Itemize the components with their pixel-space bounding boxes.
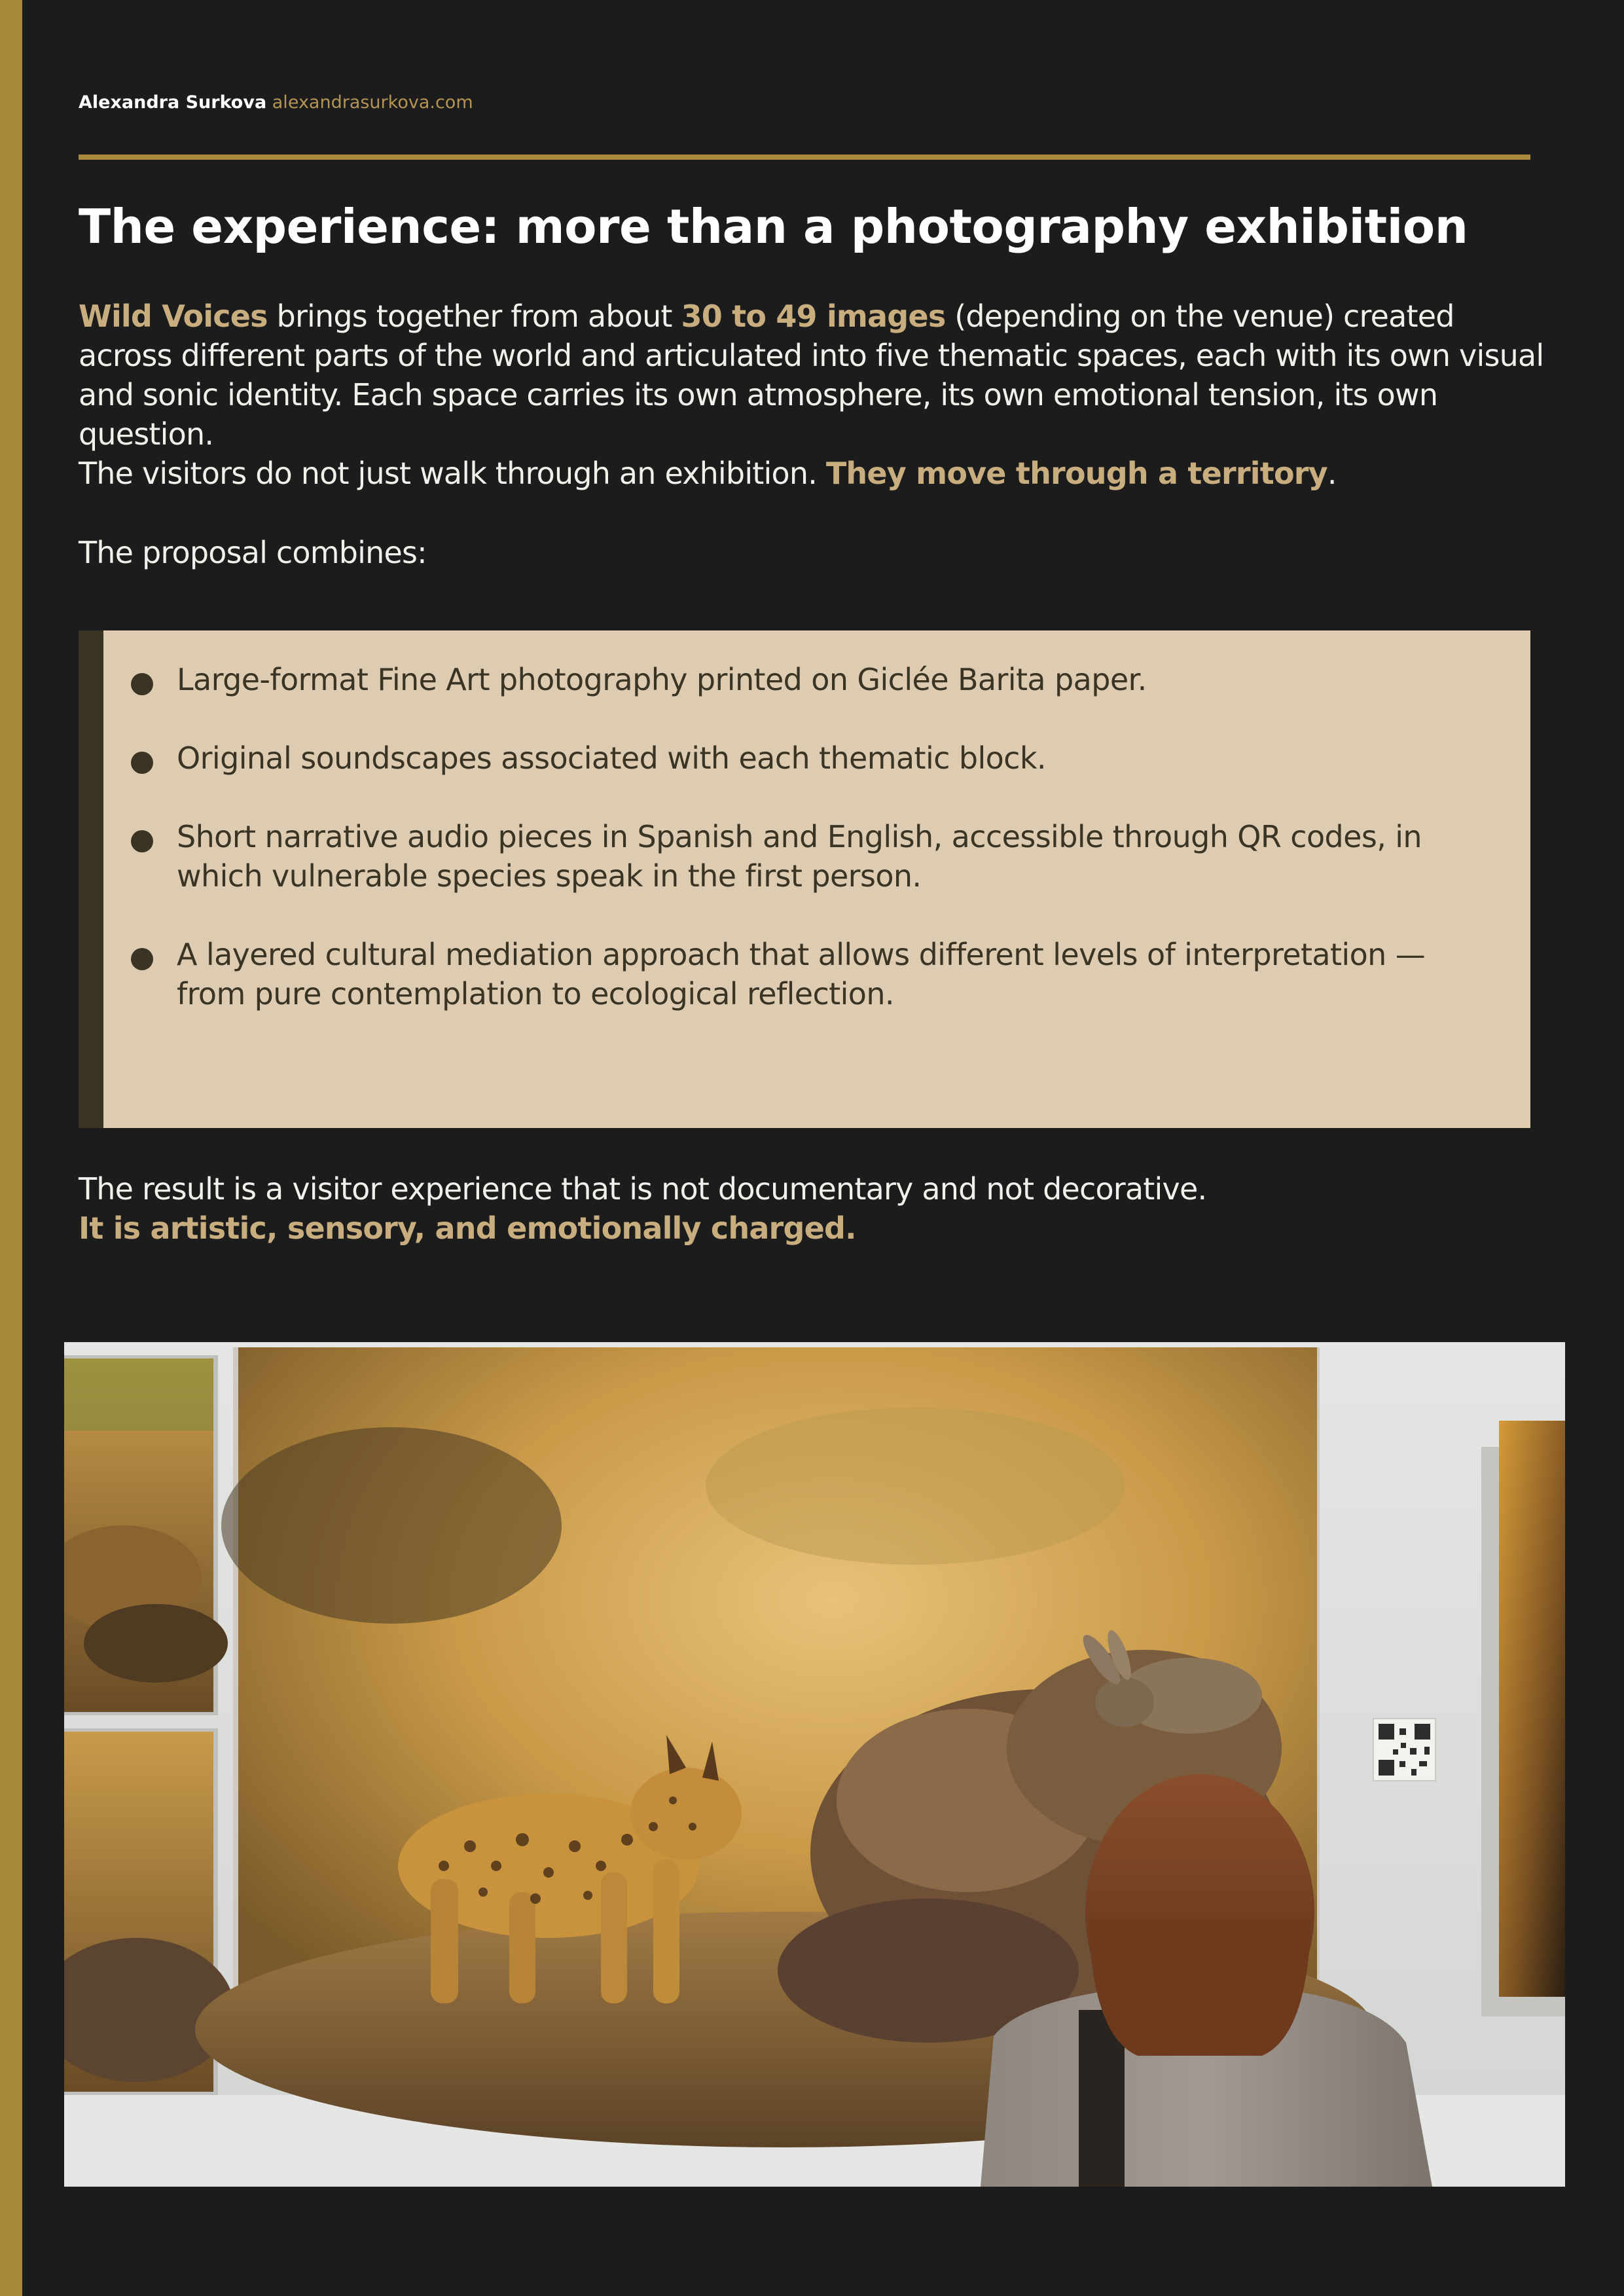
list-item: A layered cultural mediation approach that allows different levels of interpretation — from pure contemplation to ecological reflection. bbox=[177, 935, 1492, 1013]
proposal-panel bbox=[79, 630, 1530, 1128]
intro-text-a: brings together from about bbox=[267, 299, 681, 334]
visitors-emphasis: They move through a territory bbox=[825, 456, 1327, 491]
bullet-icon bbox=[131, 752, 153, 774]
page-title: The experience: more than a photography exhibition bbox=[79, 199, 1468, 254]
image-count: 30 to 49 images bbox=[681, 299, 946, 334]
bullet-icon bbox=[131, 830, 153, 852]
list-item: Short narrative audio pieces in Spanish and English, accessible through QR codes, in which vulnerable species speak in the first person. bbox=[177, 817, 1492, 896]
author-website-link[interactable]: alexandrasurkova.com bbox=[272, 92, 473, 113]
result-paragraph bbox=[79, 1169, 1545, 1248]
visitors-text: The visitors do not just walk through an exhibition. bbox=[79, 456, 826, 491]
list-item: Original soundscapes associated with each thematic block. bbox=[177, 738, 1492, 778]
intro-text-b: (depending on the venue) created across different parts of the world and articulated into five thematic spaces, each with its own visual and sonic identity. Each space carries its own atmosphere, its own emotional tension, its own question. bbox=[79, 299, 1544, 452]
visitors-paragraph bbox=[79, 454, 1545, 493]
bullet-icon bbox=[131, 673, 153, 695]
intro-paragraph bbox=[79, 297, 1545, 454]
header-divider bbox=[79, 155, 1530, 160]
brand-name: Wild Voices bbox=[79, 299, 268, 334]
visitors-end: . bbox=[1327, 456, 1337, 491]
list-item: Large-format Fine Art photography printed on Giclée Barita paper. bbox=[177, 660, 1492, 699]
bullet-icon bbox=[131, 948, 153, 970]
proposal-intro: The proposal combines: bbox=[79, 535, 427, 570]
panel-accent-bar bbox=[79, 630, 103, 1128]
author-name: Alexandra Surkova bbox=[79, 92, 267, 113]
result-emphasis: It is artistic, sensory, and emotionally charged. bbox=[79, 1211, 856, 1246]
page-header bbox=[79, 92, 473, 114]
result-text: The result is a visitor experience that is not documentary and not decorative. bbox=[79, 1171, 1207, 1207]
side-accent-bar bbox=[0, 0, 22, 2296]
exhibition-photo bbox=[64, 1342, 1565, 2187]
